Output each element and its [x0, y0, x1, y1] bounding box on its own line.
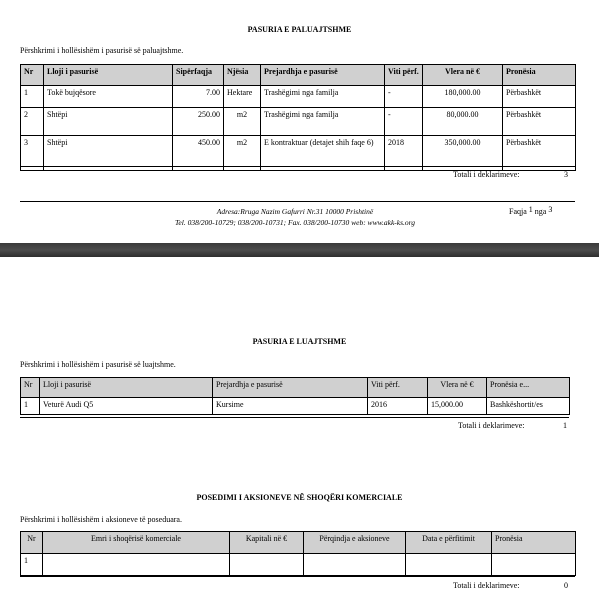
col-header-year: Viti përf.: [385, 65, 423, 86]
table-header-row: [21, 532, 576, 554]
cell-area: 250.00: [173, 108, 224, 136]
col-header-date: Data e përfitimit: [406, 532, 492, 554]
movable-property-title: PASURIA E LUAJTSHME: [252, 337, 347, 346]
col-header-ownership: Pronësia: [503, 65, 576, 86]
cell-percentage: [304, 554, 406, 576]
col-header-ownership: Pronësia e...: [487, 378, 570, 398]
cell-origin: E kontraktuar (detajet shih faqe 6): [261, 136, 385, 171]
movable-total: [458, 421, 567, 430]
immovable-property-table: [20, 64, 576, 171]
cell-origin: Trashëgimi nga familja: [261, 108, 385, 136]
col-header-value: Vlera në €: [428, 378, 487, 398]
document-page-1: [0, 0, 599, 243]
cell-nr: 1: [21, 554, 43, 576]
cell-value: 15,000.00: [428, 398, 487, 415]
col-header-year: Viti përf.: [368, 378, 428, 398]
immovable-property-description: Përshkrimi i hollësishëm i pasurisë së paluajtshme.: [20, 46, 184, 55]
page-total: 3: [548, 205, 553, 214]
col-header-percentage: Përqindja e aksioneve: [304, 532, 406, 554]
col-header-type: Lloji i pasurisë: [40, 378, 213, 398]
cell-date: [406, 554, 492, 576]
table-bottom-rule: [20, 576, 575, 577]
immovable-total: [453, 170, 568, 179]
total-label: Totali i deklarimeve:: [458, 421, 525, 430]
cell-value: 350,000.00: [423, 136, 503, 171]
cell-capital: [230, 554, 304, 576]
cell-unit: Hektare: [224, 86, 261, 108]
movable-property-description: Përshkrimi i hollësishëm i pasurisë së luajtshme.: [20, 360, 176, 369]
page-separator: [0, 243, 599, 257]
cell-nr: 2: [21, 108, 44, 136]
cell-area: 7.00: [173, 86, 224, 108]
cell-year: -: [385, 86, 423, 108]
shares-table: [20, 531, 576, 576]
total-value: 0: [564, 581, 568, 590]
footer-rule: [20, 201, 575, 202]
movable-property-table: [20, 377, 570, 415]
cell-nr: 1: [21, 398, 40, 415]
page-of: nga: [534, 207, 547, 216]
cell-type: Shtëpi: [44, 108, 173, 136]
cell-type: Shtëpi: [44, 136, 173, 171]
cell-area: 450.00: [173, 136, 224, 171]
total-value: 1: [563, 421, 567, 430]
cell-value: 80,000.00: [423, 108, 503, 136]
cell-origin: Trashëgimi nga familja: [261, 86, 385, 108]
table-bottom-rule: [20, 166, 575, 167]
col-header-ownership: Pronësia: [492, 532, 576, 554]
col-header-company: Emri i shoqërisë komerciale: [43, 532, 230, 554]
document-page-2: [0, 257, 599, 600]
shares-title: POSEDIMI I AKSIONEVE NË SHOQËRI KOMERCIALE: [196, 493, 403, 502]
cell-year: 2018: [385, 136, 423, 171]
immovable-property-title: PASURIA E PALUAJTSHME: [247, 25, 352, 34]
table-header-row: [21, 378, 570, 398]
col-header-nr: Nr: [21, 65, 44, 86]
cell-company: [43, 554, 230, 576]
cell-ownership: Përbashkët: [503, 108, 576, 136]
shares-description: Përshkrimi i hollësishëm i aksioneve të poseduara.: [20, 515, 182, 524]
table-header-row: [21, 65, 576, 86]
col-header-nr: Nr: [21, 378, 40, 398]
table-bottom-rule: [20, 417, 569, 418]
cell-unit: m2: [224, 136, 261, 171]
total-label: Totali i deklarimeve:: [453, 581, 520, 590]
shares-total: [453, 581, 568, 590]
cell-ownership: Përbashkët: [503, 86, 576, 108]
footer-contact: Tel. 038/200-10729; 038/200-10731; Fax. 038/200-10730 web: www.akk-ks.org: [174, 218, 416, 227]
cell-type: Veturë Audi Q5: [40, 398, 213, 415]
cell-value: 180,000.00: [423, 86, 503, 108]
col-header-origin: Prejardhja e pasurisë: [261, 65, 385, 86]
cell-ownership: [492, 554, 576, 576]
page-current: 1: [528, 205, 533, 214]
col-header-type: Lloji i pasurisë: [44, 65, 173, 86]
cell-type: Tokë bujqësore: [44, 86, 173, 108]
col-header-origin: Prejardhja e pasurisë: [213, 378, 368, 398]
cell-origin: Kursime: [213, 398, 368, 415]
page-label: Faqja: [509, 207, 527, 216]
table-row: [21, 554, 576, 576]
table-row: [21, 108, 576, 136]
table-row: [21, 398, 570, 415]
table-row: [21, 86, 576, 108]
cell-year: -: [385, 108, 423, 136]
total-label: Totali i deklarimeve:: [453, 170, 520, 179]
cell-ownership: Përbashkët: [503, 136, 576, 171]
page-number: [509, 207, 552, 216]
cell-year: 2016: [368, 398, 428, 415]
cell-unit: m2: [224, 108, 261, 136]
footer-address-block: [140, 206, 450, 228]
col-header-value: Vlera në €: [423, 65, 503, 86]
total-value: 3: [564, 170, 568, 179]
cell-nr: 3: [21, 136, 44, 171]
col-header-unit: Njësia: [224, 65, 261, 86]
footer-address: Adresa:Rruga Nazim Gafurri Nr.31 10000 Prishtinë: [216, 207, 374, 216]
col-header-nr: Nr: [21, 532, 43, 554]
col-header-capital: Kapitali në €: [230, 532, 304, 554]
cell-ownership: Bashkëshortit/es: [487, 398, 570, 415]
col-header-area: Sipërfaqja: [173, 65, 224, 86]
cell-nr: 1: [21, 86, 44, 108]
